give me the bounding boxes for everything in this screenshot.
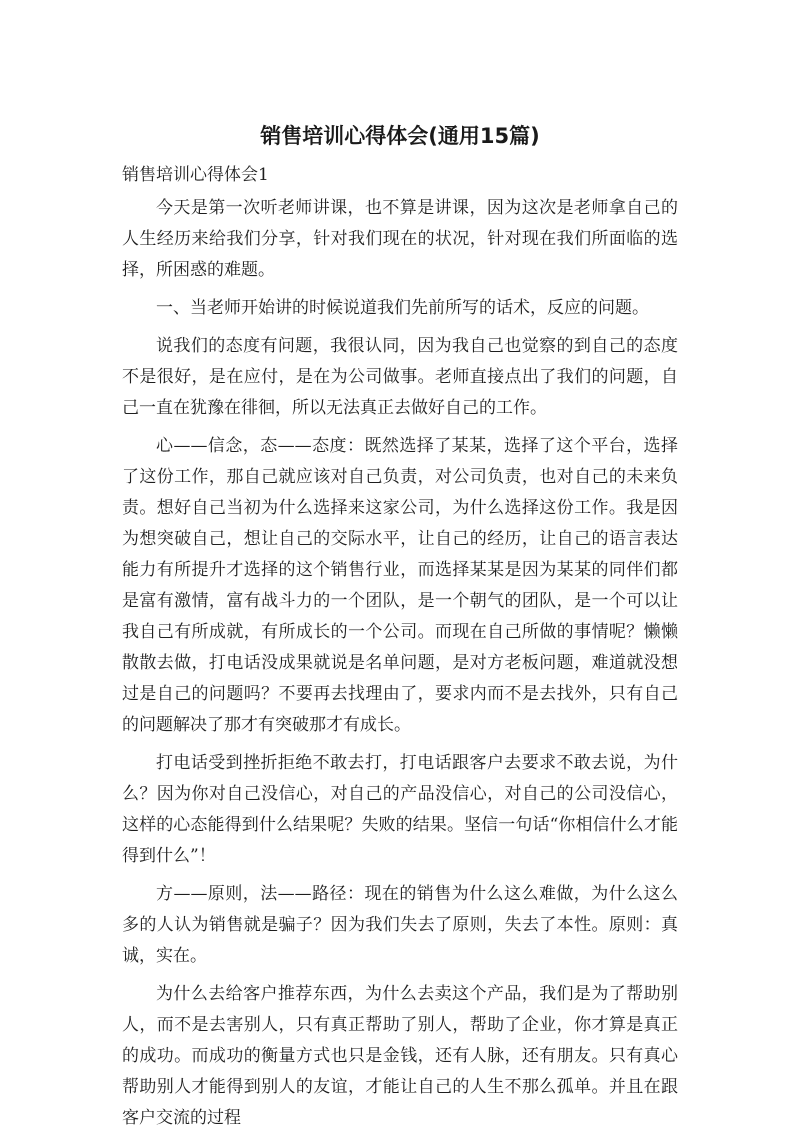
paragraph-1: 今天是第一次听老师讲课，也不算是讲课，因为这次是老师拿自己的人生经历来给我们分享，针对我们现在的状况，针对现在我们所面临的选择，所困惑的难题。 [122, 198, 678, 280]
document-body [122, 160, 678, 1141]
paragraph-3: 说我们的态度有问题，我很认同，因为我自己也觉察的到自己的态度不是很好，是在应付，是在为公司做事。老师直接点出了我们的问题，自己一直在犹豫在徘徊，所以无法真正去做好自己的工作。 [122, 336, 678, 418]
paragraph-6: 方——原则，法——路径：现在的销售为什么这么难做，为什么这么多的人认为销售就是骗子？因为我们失去了原则，失去了本性。原则：真诚，实在。 [122, 884, 678, 966]
paragraph-5: 打电话受到挫折拒绝不敢去打，打电话跟客户去要求不敢去说，为什么？因为你对自己没信心，对自己的产品没信心，对自己的公司没信心，这样的心态能得到什么结果呢？失败的结果。坚信一句话“你相信什么才能得到什么”！ [122, 753, 678, 866]
section-heading: 销售培训心得体会1 [122, 165, 269, 185]
paragraph-4: 心——信念，态——态度：既然选择了某某，选择了这个平台，选择了这份工作，那自己就应该对自己负责，对公司负责，也对自己的未来负责。想好自己当初为什么选择来这家公司，为什么选择这份工作。我是因为想突破自己，想让自己的交际水平，让自己的经历，让自己的语言表达能力有所提升才选择的这个销售行业，而选择某某是因为某某的同伴们都是富有激情，富有战斗力的一个团队，是一个朝气的团队，是一个可以让我自己有所成就，有所成长的一个公司。而现在自己所做的事情呢？懒懒散散去做，打电话没成果就说是名单问题，是对方老板问题，难道就没想过是自己的问题吗？不要再去找理由了，要求内而不是去找外，只有自己的问题解决了那才有突破那才有成长。 [122, 436, 678, 735]
document-title: 销售培训心得体会(通用15篇) [260, 124, 540, 148]
paragraph-2: 一、当老师开始讲的时候说道我们先前所写的话术，反应的问题。 [156, 298, 649, 318]
paragraph-7: 为什么去给客户推荐东西，为什么去卖这个产品，我们是为了帮助别人，而不是去害别人，只有真正帮助了别人，帮助了企业，你才算是真正的成功。而成功的衡量方式也只是金钱，还有人脉，还有朋友。只有真心帮助别人才能得到别人的友谊，才能让自己的人生不那么孤单。并且在跟客户交流的过程 [122, 984, 678, 1128]
